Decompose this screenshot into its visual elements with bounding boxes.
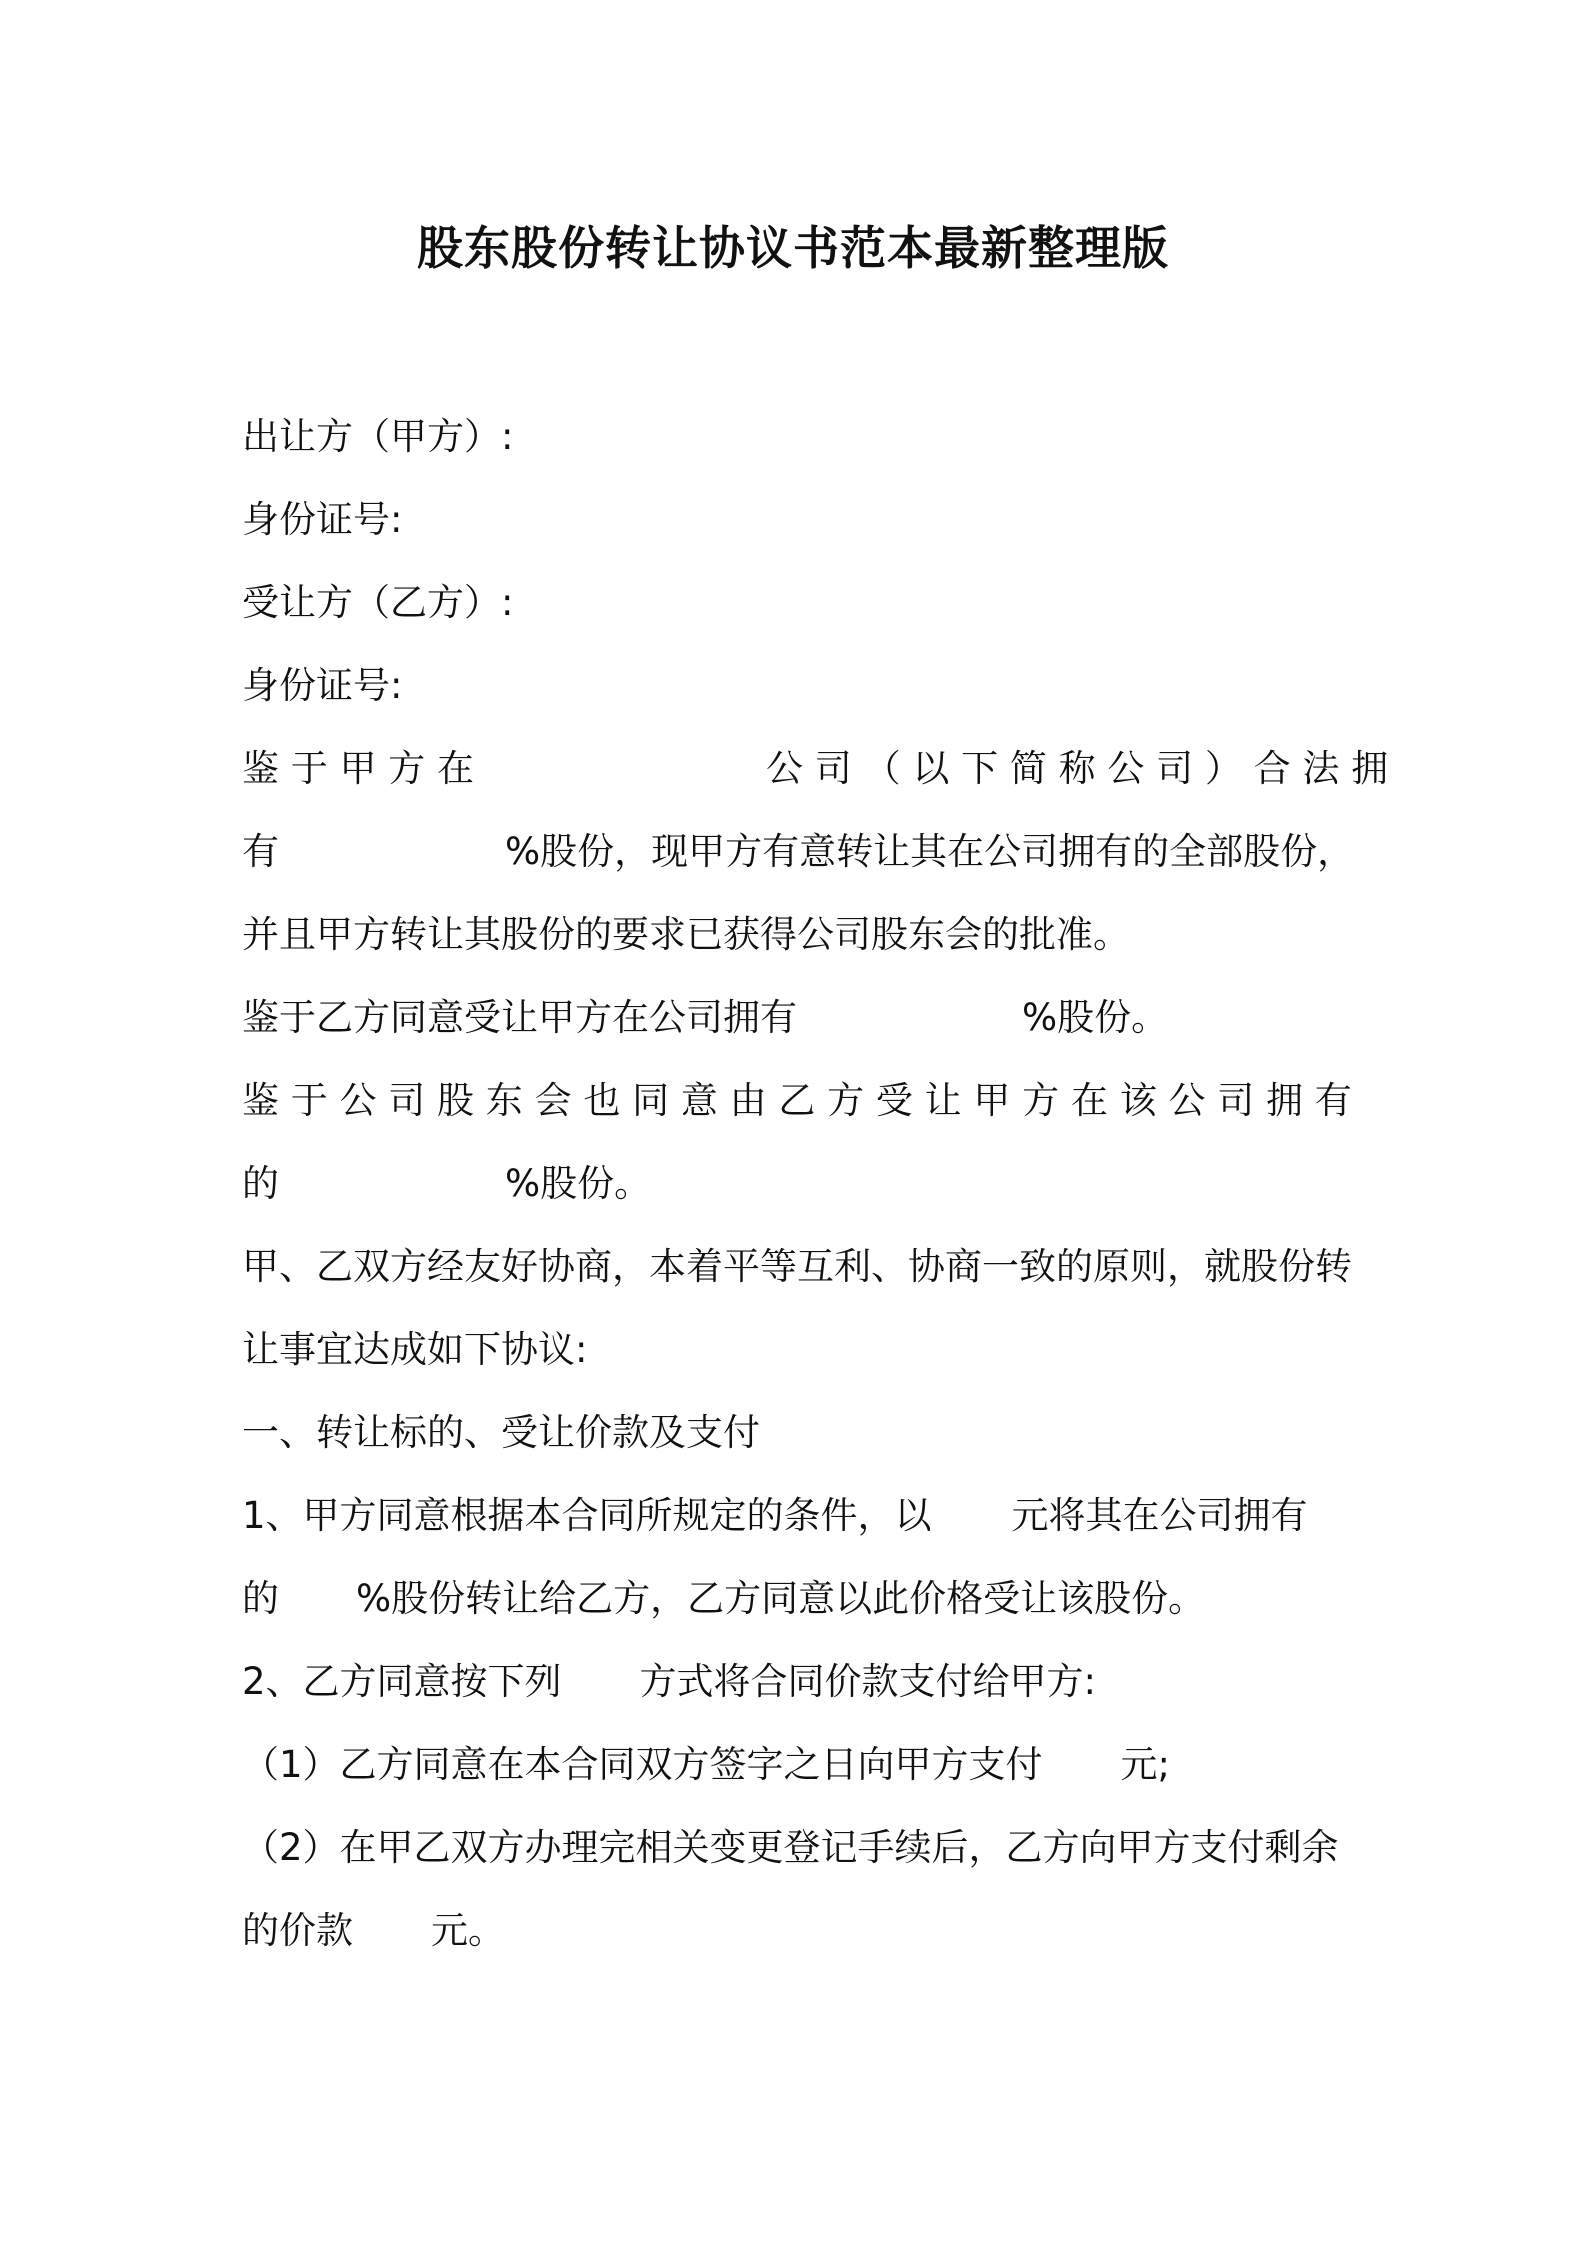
text-segment: 有	[242, 830, 279, 873]
text-segment: 元。	[431, 1909, 505, 1952]
text-segment: 1、甲方同意根据本合同所规定的条件，以	[242, 1494, 932, 1537]
clause-2	[242, 1656, 1096, 1708]
text-segment: %股份转让给乙方，乙方同意以此价格受让该股份。	[356, 1577, 1206, 1620]
text-segment: 的	[242, 1577, 279, 1620]
text-segment: %股份，现甲方有意转让其在公司拥有的全部股份，	[505, 830, 1355, 873]
text-segment: （1）乙方同意在本合同双方签字之日向甲方支付	[242, 1743, 1043, 1786]
clause-1-line-1	[242, 1490, 1308, 1542]
paragraph-whereas-3-line-1: 鉴 于 公 司 股 东 会 也 同 意 由 乙 方 受 让 甲 方 在 该 公 司 拥 有	[242, 1079, 1352, 1122]
text-segment: 元;	[1120, 1743, 1171, 1786]
paragraph-whereas-3-line-2	[242, 1158, 651, 1210]
text-segment: 的	[242, 1162, 279, 1205]
text-segment: 方式将合同价款支付给甲方:	[639, 1660, 1097, 1703]
text-segment: 元将其在公司拥有	[1011, 1494, 1308, 1537]
clause-2-item-1	[242, 1739, 1170, 1791]
paragraph-whereas-1-line-1	[242, 743, 1388, 795]
text-segment: 2、乙方同意按下列	[242, 1660, 562, 1703]
text-segment: 鉴于乙方同意受让甲方在公司拥有	[242, 996, 797, 1039]
text-segment: %股份。	[1022, 996, 1169, 1039]
text-segment: 的价款	[242, 1909, 353, 1952]
text-segment: 公 司 （ 以 下 简 称 公 司 ） 合 法 拥	[766, 747, 1389, 790]
document-title: 股东股份转让协议书范本最新整理版	[417, 221, 1169, 275]
clause-2-item-2-line-2	[242, 1905, 505, 1957]
transferor-id-label: 身份证号:	[242, 498, 403, 541]
paragraph-whereas-1-line-3: 并且甲方转让其股份的要求已获得公司股东会的批准。	[242, 913, 1130, 956]
transferor-label: 出让方（甲方）:	[242, 415, 514, 458]
text-segment: 鉴 于 甲 方 在	[242, 747, 475, 790]
paragraph-whereas-1-line-2	[242, 826, 1354, 878]
section-heading-1: 一、转让标的、受让价款及支付	[242, 1411, 760, 1454]
clause-2-item-2-line-1: （2）在甲乙双方办理完相关变更登记手续后，乙方向甲方支付剩余	[242, 1826, 1339, 1869]
paragraph-agreement-line-1: 甲、乙双方经友好协商，本着平等互利、协商一致的原则，就股份转	[242, 1245, 1352, 1288]
clause-1-line-2	[242, 1573, 1205, 1625]
transferee-id-label: 身份证号:	[242, 664, 403, 707]
paragraph-whereas-2	[242, 992, 1168, 1044]
paragraph-agreement-line-2: 让事宜达成如下协议:	[242, 1328, 588, 1371]
transferee-label: 受让方（乙方）:	[242, 581, 514, 624]
text-segment: %股份。	[505, 1162, 652, 1205]
